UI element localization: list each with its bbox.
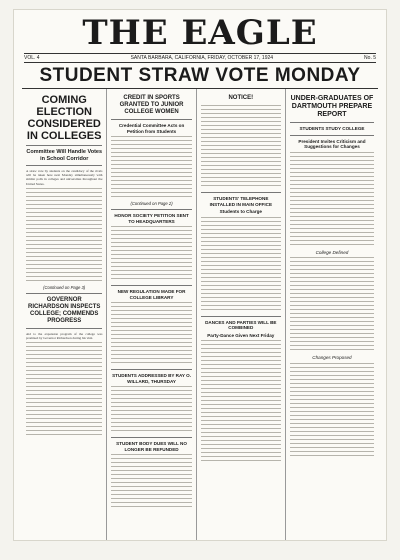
article-text: A straw vote by students on the candidacy of the rivals will be taken here next Monday simultaneously with similar polls in colleges and universities throughout the United States.: [26, 169, 103, 186]
article-text-block: [290, 257, 374, 353]
continued-note: (Continued on Page 2): [130, 201, 173, 206]
divider: [26, 293, 102, 294]
divider: [26, 328, 102, 329]
subhead-committee: Committee Will Handle Votes in School Corridor: [26, 149, 103, 162]
divider: [26, 165, 102, 166]
article-text-block: [290, 152, 374, 248]
divider: [26, 145, 102, 146]
divider: [290, 135, 374, 136]
column-3: [197, 89, 286, 540]
headline-willard: STUDENTS ADDRESSED BY RAY O. WILLARD, THURSDAY: [112, 373, 191, 384]
divider: [111, 209, 191, 210]
headline-library: NEW REGULATION MADE FOR COLLEGE LIBRARY: [117, 289, 186, 300]
divider: [111, 437, 191, 438]
continued-note: (Continued on Page 3): [43, 284, 86, 290]
article-text-block: [290, 363, 374, 459]
headline-notice: NOTICE!: [228, 95, 254, 101]
columns: [22, 88, 378, 540]
banner-headline: STUDENT STRAW VOTE MONDAY: [39, 65, 361, 86]
article-text-block: [201, 340, 281, 436]
article-text-block: [111, 136, 191, 200]
headline-honor-society: HONOR SOCIETY PETITION SENT TO HEADQUARTERS: [114, 213, 189, 224]
issue-number: No. 5: [364, 55, 376, 61]
headline-dartmouth: UNDER-GRADUATES OF DARTMOUTH PREPARE REPORT: [290, 95, 374, 118]
article-text-block: [111, 302, 191, 366]
subhead-changes-proposed: Changes Proposed: [312, 355, 352, 360]
article-text-block: [111, 386, 191, 434]
place-date: SANTA BARBARA, CALIFORNIA, FRIDAY, OCTOBER 17, 1924: [130, 55, 274, 61]
article-text-block: [26, 342, 102, 438]
divider: [201, 316, 281, 317]
article-text-block: [111, 454, 191, 510]
divider: [111, 369, 191, 370]
subhead-credential: Credential Committee Acts on Petition from Students: [118, 123, 185, 134]
divider: [111, 285, 191, 286]
divider: [290, 122, 374, 123]
newspaper-page: [14, 10, 386, 540]
headline-dues: STUDENT BODY DUES WILL NO LONGER BE REFUNDED: [116, 441, 187, 452]
headline-election: COMING ELECTION CONSIDERED IN COLLEGES: [26, 94, 102, 142]
divider: [111, 119, 191, 120]
headline-governor: GOVERNOR RICHARDSON INSPECTS COLLEGE; COMMENDS PROGRESS: [28, 296, 101, 324]
column-1: [22, 89, 107, 540]
divider: [201, 192, 281, 193]
headline-students-study: STUDENTS STUDY COLLEGE: [299, 126, 365, 131]
article-text: Aid to the expansion program of the college was promised by Governor Richardson during his visit.: [26, 331, 103, 341]
column-4: [286, 89, 378, 540]
article-text-block: [201, 105, 281, 189]
article-text-block: [111, 226, 191, 282]
dateline: [24, 53, 376, 63]
headline-telephone: STUDENTS' TELEPHONE INSTALLED IN MAIN OFFICE: [209, 196, 273, 207]
subhead-president: President Invites Criticism and Suggestions for Changes: [298, 138, 366, 149]
volume-number: VOL. 4: [24, 55, 40, 61]
newspaper-title: THE EAGLE: [82, 13, 318, 53]
masthead: [14, 10, 386, 53]
article-text-block: [201, 217, 281, 313]
column-2: [107, 89, 196, 540]
subhead-college-defined: College Defined: [315, 249, 349, 255]
article-text-block: [201, 436, 281, 464]
headline-dances: DANCES AND PARTIES WILL BE COMBINED: [205, 319, 277, 330]
article-text-block: [26, 188, 102, 284]
subhead-party-dance: Party-Dance Given Next Friday: [207, 332, 275, 338]
headline-sports-credit: CREDIT IN SPORTS GRANTED TO JUNIOR COLLEGE WOMEN: [119, 95, 184, 115]
subhead-students-charge: Students to Charge: [219, 209, 262, 214]
